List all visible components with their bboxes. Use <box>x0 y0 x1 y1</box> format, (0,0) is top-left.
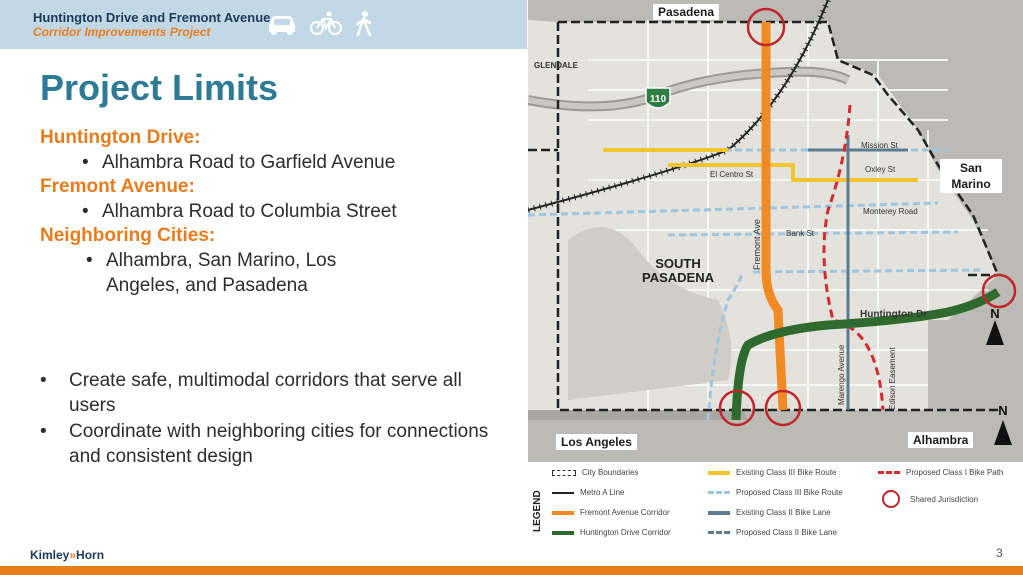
city-label-alhambra: Alhambra <box>908 432 973 448</box>
logo-arrow: » <box>69 548 77 562</box>
legend-label: Proposed Class II Bike Lane <box>736 528 837 537</box>
legend-item-proposed-class2 <box>708 528 837 537</box>
highway-shield-label: 110 <box>649 94 667 105</box>
legend-swatch <box>552 492 574 494</box>
legend-label: Fremont Avenue Corridor <box>580 508 670 517</box>
map-legend <box>528 462 1023 547</box>
legend-item-metro-a-line <box>552 488 624 497</box>
legend-item-existing-class3 <box>708 468 836 477</box>
list-item: • Create safe, multimodal corridors that serve all users <box>40 368 469 418</box>
header-bar <box>0 0 527 49</box>
mode-icons <box>265 10 375 36</box>
city-label-south-pasadena: SOUTH PASADENA <box>642 256 714 285</box>
legend-swatch <box>552 511 574 515</box>
street-label-fremont: Fremont Ave <box>752 219 762 270</box>
city-label-glendale: GLENDALE <box>534 61 578 70</box>
legend-item-huntington-corridor <box>552 528 671 537</box>
legend-label: Proposed Class III Bike Route <box>736 488 843 497</box>
section-heading-huntington: Huntington Drive: <box>40 127 201 148</box>
project-limits-list <box>40 126 520 298</box>
legend-item-proposed-class1 <box>878 468 1003 477</box>
legend-item-city-boundaries <box>552 468 638 477</box>
legend-swatch <box>708 511 730 515</box>
legend-swatch <box>552 531 574 535</box>
goals-list <box>40 368 510 470</box>
section-heading-cities: Neighboring Cities: <box>40 225 216 246</box>
legend-title: LEGEND <box>532 490 543 532</box>
list-item: • Alhambra Road to Columbia Street <box>102 199 402 224</box>
list-item: • Alhambra Road to Garfield Avenue <box>102 150 402 175</box>
legend-label: City Boundaries <box>582 468 639 477</box>
legend-label: Existing Class III Bike Route <box>736 468 837 477</box>
city-label-los-angeles: Los Angeles <box>556 434 637 450</box>
legend-swatch <box>878 471 900 474</box>
legend-swatch <box>552 470 576 476</box>
legend-label: Proposed Class I Bike Path <box>906 468 1004 477</box>
section-heading-fremont: Fremont Avenue: <box>40 176 195 197</box>
legend-swatch <box>708 471 730 475</box>
legend-item-proposed-class3 <box>708 488 843 497</box>
city-label-pasadena: Pasadena <box>653 4 719 20</box>
bicycle-icon <box>309 10 343 36</box>
map-graphic <box>528 0 1023 462</box>
project-subtitle: Corridor Improvements Project <box>33 25 211 39</box>
street-label-monterey: Monterey Road <box>863 207 918 216</box>
logo-text-right: Horn <box>76 548 105 562</box>
city-label-san-marino: San Marino <box>940 159 1002 193</box>
legend-swatch <box>708 531 730 534</box>
legend-item-shared-jurisdiction <box>878 490 978 508</box>
street-label-edison: Edison Easement <box>888 347 897 410</box>
street-label-marengo: Marengo Avenue <box>837 344 846 405</box>
corridor-map <box>528 0 1023 462</box>
street-label-el-centro: El Centro St <box>710 170 754 179</box>
legend-label: Huntington Drive Corridor <box>580 528 671 537</box>
legend-label: Shared Jurisdiction <box>910 494 979 504</box>
pedestrian-icon <box>353 10 375 36</box>
footer-bar <box>0 566 1023 575</box>
street-label-mission: Mission St <box>861 141 898 150</box>
page-number: 3 <box>996 546 1003 560</box>
car-icon <box>265 10 299 36</box>
legend-label: Existing Class II Bike Lane <box>736 508 831 517</box>
street-label-oxley: Oxley St <box>865 165 896 174</box>
street-label-huntington: Huntington Dr <box>860 309 928 320</box>
legend-label: Metro A Line <box>580 488 625 497</box>
shared-jurisdiction-icon <box>882 490 900 508</box>
kimley-horn-logo <box>30 548 104 562</box>
legend-swatch <box>708 491 730 494</box>
project-title: Huntington Drive and Fremont Avenue <box>33 10 271 25</box>
list-item: • Coordinate with neighboring cities for connections and consistent design <box>40 419 489 469</box>
north-label-lower: N <box>998 403 1008 418</box>
street-label-bank: Bank St <box>786 229 815 238</box>
list-item: • Alhambra, San Marino, Los Angeles, and Pasadena <box>106 248 396 298</box>
north-label-upper: N <box>990 306 1000 321</box>
legend-item-fremont-corridor <box>552 508 670 517</box>
slide-title: Project Limits <box>40 67 279 108</box>
logo-text-left: Kimley <box>30 548 70 562</box>
legend-item-existing-class2 <box>708 508 831 517</box>
